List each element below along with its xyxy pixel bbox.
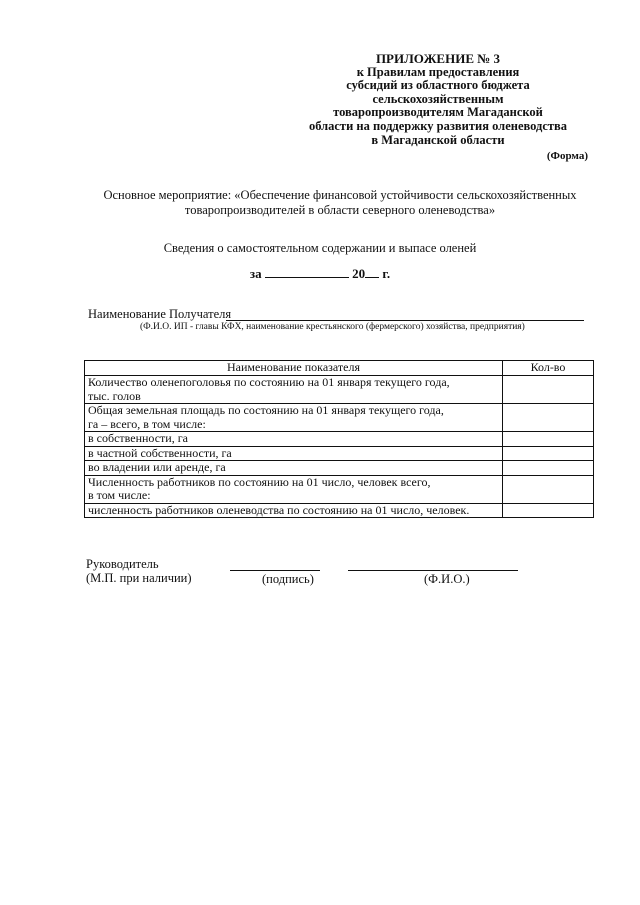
recipient-label: Наименование Получателя — [88, 307, 232, 321]
indicator-cell: численность работников оленеводства по состоянию на 01 число, человек. — [85, 503, 503, 518]
indicator-cell — [85, 404, 503, 432]
quantity-cell[interactable] — [503, 475, 594, 503]
appendix-line: сельскохозяйственным — [372, 91, 504, 106]
quantity-cell[interactable] — [503, 432, 594, 447]
period-prefix: за — [249, 266, 262, 281]
period-suffix: г. — [382, 266, 391, 281]
indicator-text: га – всего, в том числе: — [88, 416, 206, 431]
indicator-text: Количество оленепоголовья по состоянию на 01 января текущего года, — [88, 375, 450, 389]
quantity-cell[interactable] — [503, 404, 594, 432]
indicator-cell: во владении или аренде, га — [85, 461, 503, 476]
activity-line: товаропроизводителей в области северного оленеводства» — [184, 203, 496, 217]
stamp-note: (М.П. при наличии) — [86, 571, 192, 585]
indicator-cell — [85, 376, 503, 404]
recipient-field[interactable] — [226, 320, 584, 321]
indicators-table — [84, 360, 594, 518]
table-row — [85, 475, 594, 503]
appendix-line: к Правилам предоставления — [356, 64, 520, 79]
appendix-line: в Магаданской области — [371, 132, 505, 147]
header-indicator: Наименование показателя — [85, 361, 503, 376]
signature-role-block — [86, 557, 192, 585]
appendix-line: товаропроизводителям Магаданской — [333, 105, 543, 120]
appendix-title: ПРИЛОЖЕНИЕ № 3 — [375, 51, 501, 66]
full-name-caption: (Ф.И.О.) — [424, 572, 470, 586]
table-row — [85, 376, 594, 404]
document-heading: Сведения о самостоятельном содержании и выпасе оленей — [163, 241, 477, 255]
table-row — [85, 503, 594, 518]
appendix-line: субсидий из областного бюджета — [346, 78, 530, 93]
quantity-cell[interactable] — [503, 376, 594, 404]
indicator-cell: в собственности, га — [85, 432, 503, 447]
indicator-text: Общая земельная площадь по состоянию на 01 января текущего года, — [88, 403, 444, 417]
table-row — [85, 461, 594, 476]
signature-caption: (подпись) — [262, 572, 314, 586]
form-label: (Форма) — [546, 150, 588, 162]
period-blank-field[interactable] — [265, 266, 349, 278]
indicator-text: тыс. голов — [88, 388, 141, 403]
indicator-text: в том числе: — [88, 488, 151, 502]
period-year-prefix: 20 — [352, 266, 366, 281]
table-header-row — [85, 361, 594, 376]
activity-line: Основное мероприятие: «Обеспечение финансовой устойчивости сельскохозяйственных — [103, 188, 577, 202]
signature-field[interactable] — [230, 570, 320, 571]
table-row — [85, 404, 594, 432]
signature-role: Руководитель — [86, 557, 159, 571]
header-quantity: Кол-во — [503, 361, 594, 376]
quantity-cell[interactable] — [503, 446, 594, 461]
quantity-cell[interactable] — [503, 503, 594, 518]
indicator-cell: в частной собственности, га — [85, 446, 503, 461]
indicator-cell — [85, 475, 503, 503]
full-name-field[interactable] — [348, 570, 518, 571]
appendix-header — [288, 52, 588, 147]
reporting-period — [0, 266, 640, 282]
appendix-line: области на поддержку развития оленеводства — [308, 118, 568, 133]
table-row — [85, 446, 594, 461]
indicator-text: Численность работников по состоянию на 01 число, человек всего, — [88, 474, 431, 489]
quantity-cell[interactable] — [503, 461, 594, 476]
recipient-note: (Ф.И.О. ИП - главы КФХ, наименование крестьянского (фермерского) хозяйства, предприятия) — [140, 322, 525, 332]
main-activity — [60, 188, 620, 218]
table-row — [85, 432, 594, 447]
year-blank-field[interactable] — [365, 266, 379, 278]
